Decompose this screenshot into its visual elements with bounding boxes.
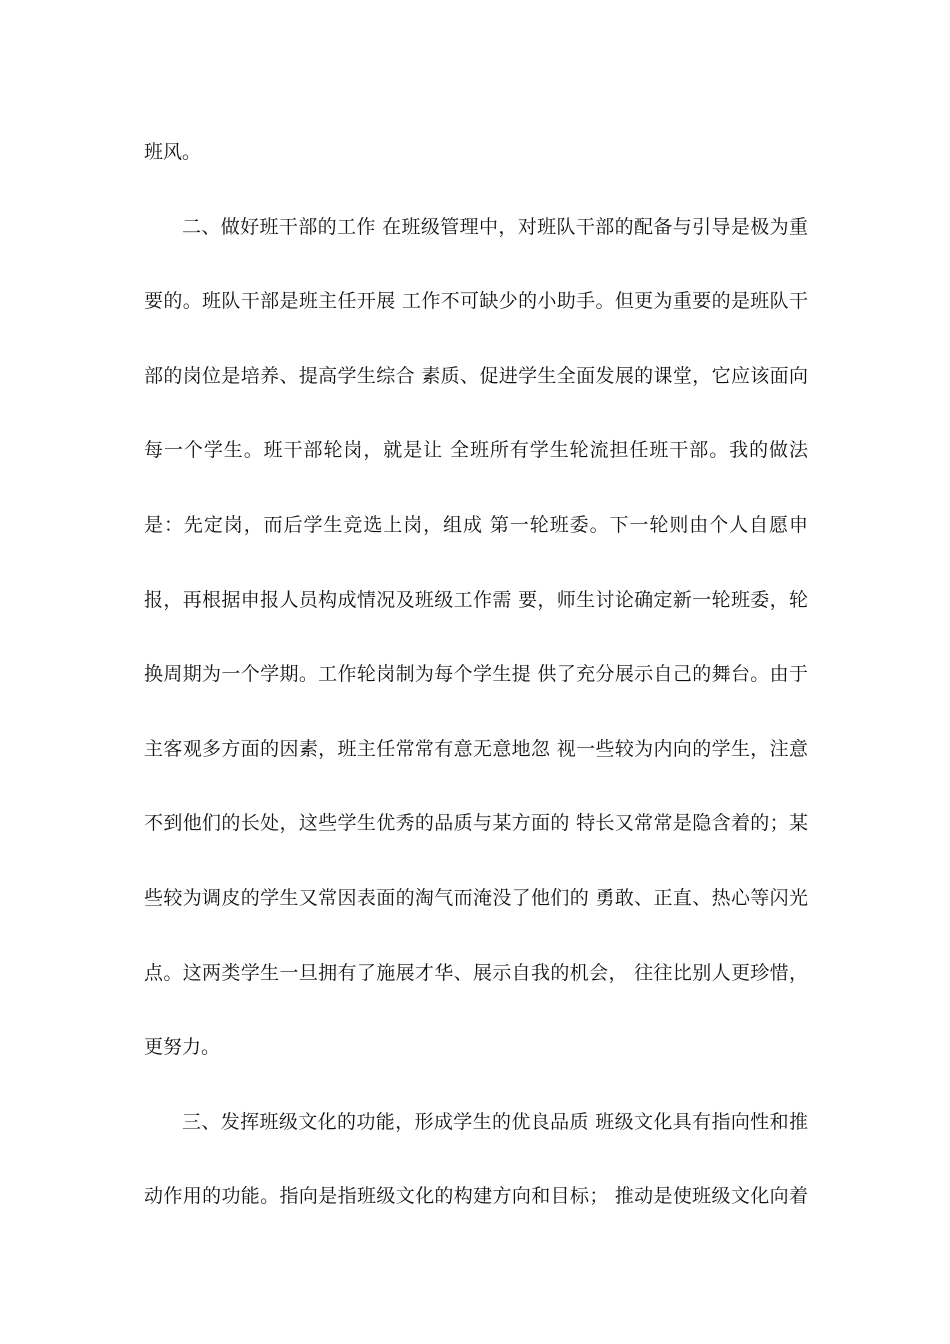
line-spacing [144,470,808,507]
line-spacing [144,395,808,432]
text-line: 动作用的功能。指向是指班级文化的构建方向和目标； 推动是使班级文化向着 [144,1185,808,1208]
line-spacing [144,1066,808,1103]
paragraph-first-line: 三、发挥班级文化的功能，形成学生的优良品质 班级文化具有指向性和推 [182,1110,808,1133]
text-line: 要的。班队干部是班主任开展 工作不可缺少的小助手。但更为重要的是班队干 [144,290,808,313]
line-spacing [144,320,808,357]
text-line: 是：先定岗，而后学生竞选上岗，组成 第一轮班委。下一轮则由个人自愿申 [144,513,808,536]
line-spacing [144,246,808,283]
line-spacing [144,917,808,954]
line-spacing [144,619,808,656]
text-line: 报，再根据申报人员构成情况及班级工作需 要，师生讨论确定新一轮班委，轮 [144,588,808,611]
text-line: 更努力。 [144,1036,221,1059]
text-line: 不到他们的长处，这些学生优秀的品质与某方面的 特长又常常是隐含着的；某 [144,812,808,835]
paragraph-first-line: 二、做好班干部的工作 在班级管理中，对班队干部的配备与引导是极为重 [182,215,808,238]
text-line: 点。这两类学生一旦拥有了施展才华、展示自我的机会， 往往比别人更珍惜， [144,961,808,984]
text-line: 换周期为一个学期。工作轮岗制为每个学生提 供了充分展示自己的舞台。由于 [144,663,808,686]
line-spacing [144,693,808,730]
body-text [144,134,808,1216]
line-spacing [144,171,808,208]
line-spacing [144,544,808,581]
line-spacing [144,843,808,880]
line-spacing [144,1141,808,1178]
text-line: 班风。 [144,141,202,163]
text-line: 部的岗位是培养、提高学生综合 素质、促进学生全面发展的课堂，它应该面向 [144,364,808,387]
text-line: 主客观多方面的因素，班主任常常有意无意地忽 视一些较为内向的学生，注意 [144,737,808,760]
text-line: 每一个学生。班干部轮岗，就是让 全班所有学生轮流担任班干部。我的做法 [144,439,808,462]
line-spacing [144,992,808,1029]
line-spacing [144,768,808,805]
text-line: 些较为调皮的学生又常因表面的淘气而淹没了他们的 勇敢、正直、热心等闪光 [144,886,808,909]
